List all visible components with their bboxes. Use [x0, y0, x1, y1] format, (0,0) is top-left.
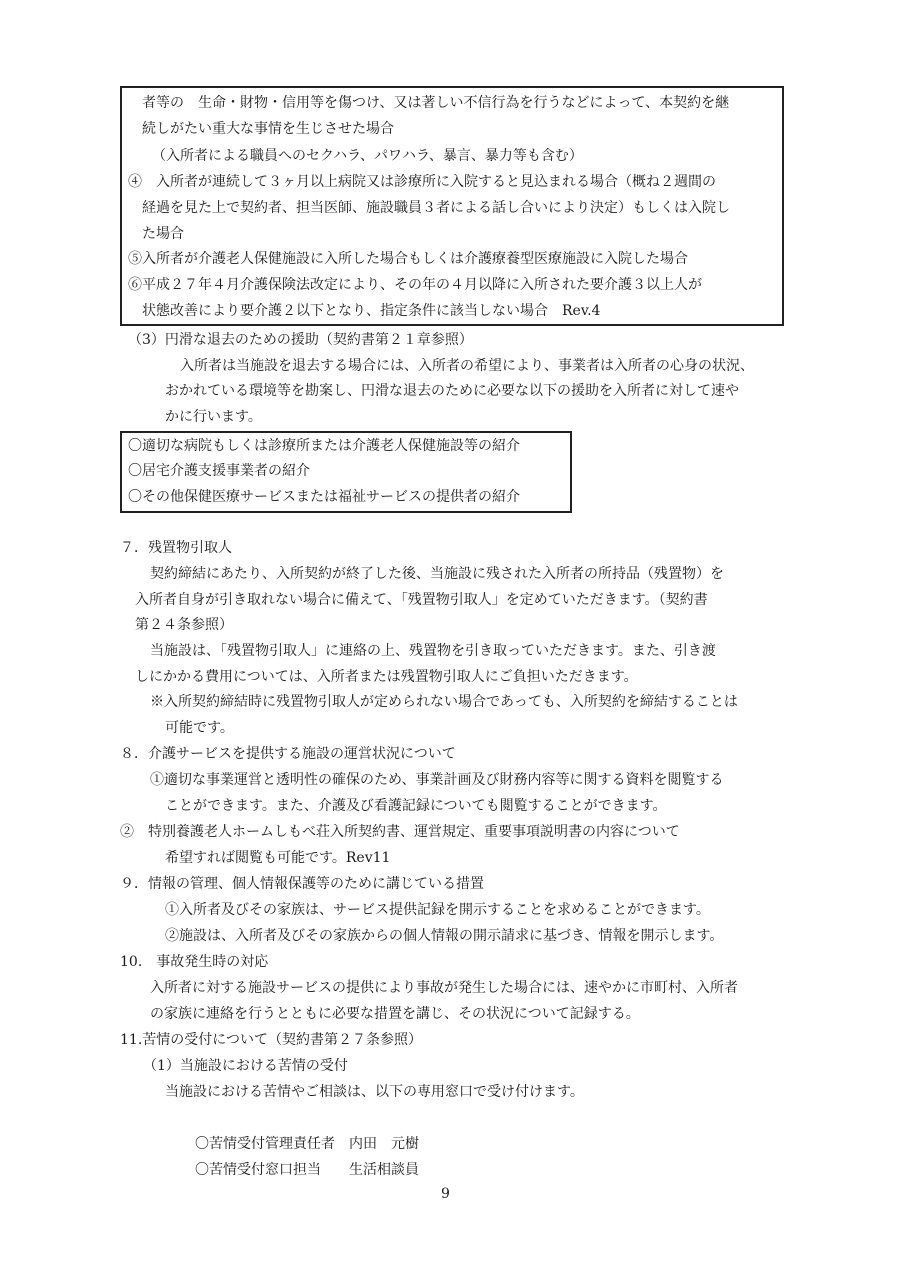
section-8-line-2: ことができます。また、介護及び看護記録についても閲覧することができます。	[165, 798, 667, 814]
box1-line-8: ⑥平成２７年４月介護保険法改定により、その年の４月以降に入所された要介護３以上人が	[128, 277, 702, 293]
box2-line-1: 〇適切な病院もしくは診療所または介護老人保健施設等の紹介	[128, 438, 520, 454]
section-11-subheading: （1）当施設における苦情の受付	[143, 1058, 348, 1074]
section-7-line-3: 第２４条参照）	[135, 617, 233, 633]
box1-line-1: 者等の 生命・財物・信用等を傷つけ、又は著しい不信行為を行うなどによって、本契約を継	[142, 95, 730, 111]
section-8-heading: ８．介護サービスを提供する施設の運営状況について	[120, 746, 456, 762]
section-7-line-4: 当施設は、「残置物引取人」に連絡の上、残置物を引き取っていただきます。また、引き渡	[150, 643, 716, 659]
section-7-line-7: 可能です。	[165, 720, 234, 736]
section-9-heading: ９．情報の管理、個人情報保護等のために講じている措置	[120, 876, 484, 892]
section-3-line-2: おかれている環境等を勘案し、円滑な退去のために必要な以下の援助を入所者に対して速や	[165, 383, 739, 399]
section-8-line-1: ①適切な事業運営と透明性の確保のため、事業計画及び財務内容等に関する資料を閲覧する	[150, 772, 724, 788]
box2-line-3: 〇その他保健医療サービスまたは福祉サービスの提供者の紹介	[128, 489, 520, 505]
section-8-line-3: ② 特別養護老人ホームしもべ荘入所契約書、運営規定、重要事項説明書の内容について	[120, 824, 680, 840]
box1-line-6: た場合	[142, 226, 184, 242]
section-10-heading: 10. 事故発生時の対応	[120, 954, 269, 970]
box1-line-7: ⑤入所者が介護老人保健施設に入所した場合もしくは介護療養型医療施設に入院した場合	[128, 251, 688, 267]
section-8-line-4: 希望すれば閲覧も可能です。Rev11	[165, 850, 391, 866]
section-7-line-5: しにかかる費用については、入所者または残置物引取人にご負担いただきます。	[135, 669, 638, 685]
section-7-heading: ７．残置物引取人	[120, 540, 232, 556]
complaint-desk: 〇苦情受付窓口担当 生活相談員	[195, 1162, 419, 1178]
section-7-line-2: 入所者自身が引き取れない場合に備えて、「残置物引取人」を定めていただきます。（契約書	[135, 592, 708, 608]
section-10-line-1: 入所者に対する施設サービスの提供により事故が発生した場合には、速やかに市町村、入所者	[150, 980, 738, 996]
page-number: 9	[441, 1186, 450, 1202]
box1-line-5: 経過を見た上で契約者、担当医師、施設職員３者による話し合いにより決定）もしくは入院し	[142, 200, 730, 216]
box1-line-4: ④ 入所者が連続して３ヶ月以上病院又は診療所に入院すると見込まれる場合（概ね２週間の	[128, 174, 716, 190]
complaint-manager: 〇苦情受付管理責任者 内田 元樹	[195, 1136, 419, 1152]
box1-line-9: 状態改善により要介護２以下となり、指定条件に該当しない場合 Rev.4	[142, 303, 601, 319]
section-3-line-3: かに行います。	[165, 409, 262, 425]
section-3-heading: （3）円滑な退去のための援助（契約書第２１章参照）	[128, 332, 473, 348]
section-7-line-6: ※入所契約締結時に残置物引取人が定められない場合であっても、入所契約を締結することは	[150, 694, 738, 710]
section-7-line-1: 契約締結にあたり、入所契約が終了した後、当施設に残された入所者の所持品（残置物）を	[150, 566, 724, 582]
section-9-line-2: ②施設は、入所者及びその家族からの個人情報の開示請求に基づき、情報を開示します。	[165, 928, 724, 944]
section-11-line: 当施設における苦情やご相談は、以下の専用窓口で受け付けます。	[165, 1084, 584, 1100]
box2-line-2: 〇居宅介護支援事業者の紹介	[128, 463, 310, 479]
section-9-line-1: ①入所者及びその家族は、サービス提供記録を開示することを求めることができます。	[165, 902, 710, 918]
box1-line-2: 続しがたい重大な事情を生じさせた場合	[142, 121, 394, 137]
section-10-line-2: の家族に連絡を行うとともに必要な措置を講じ、その状況について記録する。	[150, 1006, 640, 1022]
section-3-line-1: 入所者は当施設を退去する場合には、入所者の希望により、事業者は入所者の心身の状況、	[180, 358, 754, 374]
box1-line-3: （入所者による職員へのセクハラ、パワハラ、暴言、暴力等も含む）	[152, 148, 583, 164]
section-11-heading: 11.苦情の受付について（契約書第２７条参照）	[120, 1032, 422, 1048]
